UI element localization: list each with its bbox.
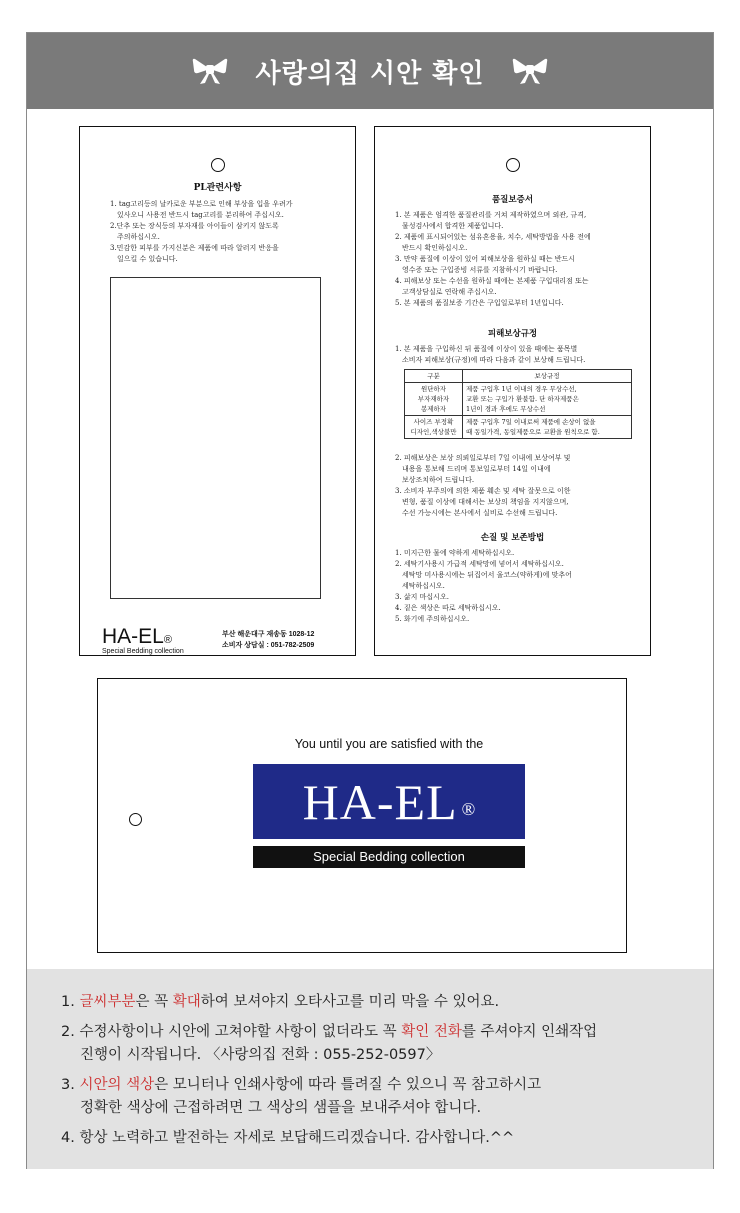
compensation-intro (395, 344, 635, 366)
list-item: 3. 삶지 마십시오. (395, 593, 449, 601)
table-header-row (405, 370, 632, 383)
list-item: 물성검사에서 합격한 제품입니다. (402, 222, 504, 230)
list-item: 세탁망 미사용시에는 뒤집어서 울코스(약하게)에 맞추어 (402, 571, 572, 579)
list-item: 3. 소비자 부주의에 의한 제품 훼손 및 세탁 잘못으로 이한 (395, 487, 571, 495)
list-item: 3.민감한 피부를 가지신분은 제품에 따라 알러지 반응을 (110, 244, 279, 252)
table-cell: 제품 구입후 1년 이내의 경우 무상수선, 교환 또는 구입가 환불함. 단 하자제품은 1년이 경과 후에도 무상수선 (463, 383, 632, 416)
list-item: 1. tag고리등의 날카로운 부분으로 인해 부상을 입을 우려가 (110, 200, 293, 208)
table-row (405, 383, 632, 416)
warranty-list (395, 210, 635, 309)
list-item: 주의하십시오. (117, 233, 160, 241)
proof-sheet (26, 32, 714, 1169)
list-item: 1. 본 제품은 엄격한 품질관리를 거쳐 제작하였으며 외관, 규격, (395, 211, 587, 219)
table-row (405, 416, 632, 439)
table-cell: 원단하자 부자재하자 봉제하자 (405, 383, 463, 416)
list-item: 고객상담실로 연락해 주십시오. (402, 288, 497, 296)
list-item: 반드시 확인하십시오. (402, 244, 468, 252)
compensation-title: 피해보상규정 (487, 329, 538, 339)
table-cell: 제품 구입후 7일 이내로써 제품에 손상이 없을 때 동일가격, 동일제품으로 교환을 원칙으로 함. (463, 416, 632, 439)
brand-subtitle: Special Bedding collection (102, 648, 184, 655)
list-item: 2. 제품에 표시되어있는 섬유혼용율, 치수, 세탁방법을 사용 전에 (395, 233, 591, 241)
note-2-cont: 진행이 시작됩니다. 〈사랑의집 전화 : 055-252-0597〉 (80, 1047, 441, 1063)
tag-hole (129, 813, 142, 826)
tag-hole (506, 158, 520, 172)
list-item: 4. 짙은 색상은 따로 세탁하십시오. (395, 604, 501, 612)
page-title: 사랑의집 시안 확인 (255, 58, 485, 89)
list-item: 2. 세탁기사용시 가급적 세탁망에 넣어서 세탁하십시오. (395, 560, 564, 568)
pl-title: PL관련사항 (193, 183, 242, 193)
compensation-list (395, 453, 635, 519)
bow-icon (191, 56, 229, 86)
brand-logo: HA-EL (302, 773, 458, 830)
list-item: 보상조치하여 드립니다. (402, 476, 475, 484)
tag-hole (211, 158, 225, 172)
header-bar (27, 33, 713, 109)
list-item: 소비자 피해보상(규정)에 따라 다음과 같이 보상해 드립니다. (402, 356, 586, 364)
brand-subtitle-bar: Special Bedding collection (253, 846, 525, 868)
list-item: 5. 화기에 주의하십시오. (395, 615, 470, 623)
pl-tag-card (79, 126, 356, 656)
compensation-table (404, 369, 632, 439)
care-title: 손질 및 보존방법 (480, 533, 545, 543)
list-item: 변형, 품질 이상에 대해서는 보상의 책임을 지지않으며, (402, 498, 569, 506)
list-item: 1. 본 제품을 구입하신 뒤 품질에 이상이 있을 때에는 품목별 (395, 345, 578, 353)
address-block (222, 629, 314, 651)
list-item: 5. 본 제품의 품질보증 기간은 구입일로부터 1년입니다. (395, 299, 564, 307)
table-header: 보상규정 (463, 370, 632, 383)
note-1: 1. 글씨부분은 꼭 확대하여 보셔야지 오타사고를 미리 막을 수 있어요. (61, 994, 500, 1010)
care-list (395, 548, 635, 625)
bow-icon (511, 56, 549, 86)
address: 부산 해운대구 재송동 1028-12 (222, 631, 315, 638)
pl-list (110, 199, 340, 265)
note-2: 2. 수정사항이나 시안에 고쳐야할 사항이 없더라도 꼭 확인 전화를 주셔야지 인쇄작업 (61, 1024, 598, 1040)
list-item: 3. 만약 품질에 이상이 있어 피해보상을 원하실 때는 반드시 (395, 255, 576, 263)
table-header: 구분 (405, 370, 463, 383)
warranty-tag-card (374, 126, 651, 656)
list-item: 내용을 통보해 드리며 통보일로부터 14일 이내에 (402, 465, 551, 473)
note-4: 4. 항상 노력하고 발전하는 자세로 보답해드리겠습니다. 감사합니다.^^ (61, 1130, 515, 1146)
table-cell: 사이즈 부정확 디자인,색상불만 (405, 416, 463, 439)
note-3-cont: 정확한 색상에 근접하려면 그 색상의 샘플을 보내주셔야 합니다. (80, 1100, 482, 1116)
notes-panel (27, 969, 713, 1169)
brand-logo-box (253, 764, 525, 839)
list-item: 일으킬 수 있습니다. (117, 255, 178, 263)
list-item: 영수증 또는 구입증빙 서류를 지참하시기 바랍니다. (402, 266, 558, 274)
list-item: 2. 피해보상은 보상 의뢰일로부터 7일 이내에 보상여부 및 (395, 454, 571, 462)
list-item: 있사오니 사용전 반드시 tag고리를 분리하여 주십시오. (117, 211, 284, 219)
label-box (110, 277, 321, 599)
registered-mark: ® (461, 799, 476, 819)
note-3: 3. 시안의 색상은 모니터나 인쇄사항에 따라 틀려질 수 있으니 꼭 참고하시고 (61, 1077, 542, 1093)
list-item: 2.단추 또는 장식등의 부자재를 아이들이 삼키지 않도록 (110, 222, 279, 230)
brand-caption: You until you are satisfied with the (294, 737, 484, 751)
warranty-title: 품질보증서 (491, 195, 534, 205)
list-item: 세탁하십시오. (402, 582, 445, 590)
list-item: 수선 가능시에는 본사에서 실비로 수선해 드립니다. (402, 509, 558, 517)
phone: 소비자 상담실 : 051-782-2509 (222, 642, 315, 649)
list-item: 1. 미지근한 물에 약하게 세탁하십시오. (395, 549, 515, 557)
brand-logo: HA-EL® (102, 625, 172, 648)
brand-tag-card (97, 678, 627, 953)
list-item: 4. 피해보상 또는 수선을 원하실 때에는 본제품 구입대리점 또는 (395, 277, 589, 285)
